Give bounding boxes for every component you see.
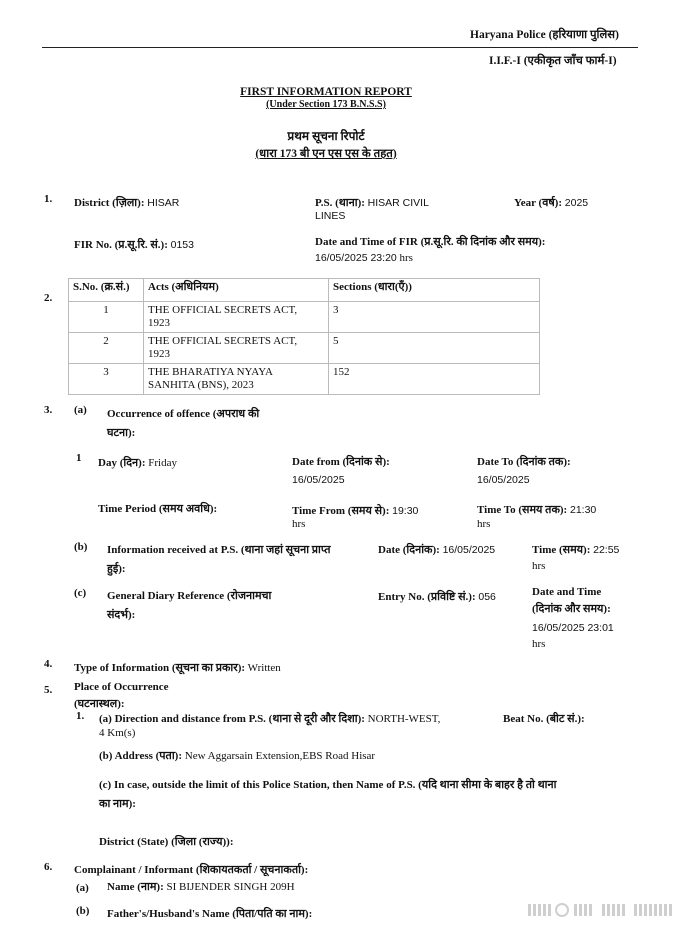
- day-label: Day (दिन):: [98, 457, 146, 469]
- year-value: 2025: [564, 197, 589, 209]
- row-act-line2: 1923: [148, 317, 170, 329]
- beat-label: Beat No. (बीट सं.):: [503, 713, 585, 725]
- s6-a-tag: (a): [76, 882, 89, 894]
- time-to-field: [477, 502, 596, 517]
- title-hi: प्रथम सूचना रिपोर्ट: [287, 129, 365, 143]
- header-form: I.I.F.-I (एकीकृत जाँच फार्म-I): [489, 55, 617, 67]
- info-date-field: [378, 542, 495, 557]
- info-date-value: 16/05/2025: [442, 544, 496, 556]
- time-period-label: Time Period (समय अवधि):: [98, 503, 218, 515]
- complainant-name-value: SI BIJENDER SINGH 209H: [166, 881, 295, 893]
- time-to-label: Time To (समय तक):: [477, 504, 568, 516]
- district-value: HISAR: [147, 197, 180, 209]
- row-act: [144, 333, 329, 364]
- direction-value: NORTH-WEST,: [367, 713, 441, 725]
- s3-c-tag: (c): [74, 587, 87, 599]
- date-to-value: 16/05/2025: [477, 474, 530, 486]
- district-state-label: District (State) (जिला (राज्य)):: [99, 836, 234, 848]
- section-2-number: 2.: [44, 292, 53, 304]
- occurrence-label: Occurrence of offence (अपराध की: [107, 408, 260, 420]
- ps-value-line2: LINES: [315, 210, 346, 222]
- s5-one: 1.: [76, 710, 85, 722]
- place-label-line2: (घटनास्थल):: [74, 698, 125, 710]
- row-act: [144, 302, 329, 333]
- time-from-unit: hrs: [292, 518, 306, 530]
- info-time-label: Time (समय):: [532, 544, 591, 556]
- year-field: [514, 195, 588, 210]
- gd-datetime-label: Date and Time: [532, 586, 602, 598]
- row-act-line2: SANHITA (BNS), 2023: [148, 379, 254, 391]
- row-sno: 1: [69, 302, 144, 333]
- row-section: 152: [329, 364, 540, 395]
- complainant-label: Complainant / Informant (शिकायतकर्ता / सूचनाकर्ता):: [74, 864, 309, 876]
- fir-field: [74, 237, 194, 252]
- row-sno: 2: [69, 333, 144, 364]
- occurrence-label-line2: घटना):: [107, 427, 136, 439]
- direction-field: [99, 711, 440, 726]
- gd-reference-label-line2: संदर्भ):: [107, 609, 136, 621]
- info-type-value: Written: [247, 662, 281, 674]
- time-to-value: 21:30: [569, 504, 597, 516]
- address-value: New Aggarsain Extension,EBS Road Hisar: [184, 750, 376, 762]
- row-sno: 3: [69, 364, 144, 395]
- day-value: Friday: [148, 457, 177, 469]
- time-from-label: Time From (समय से):: [292, 505, 390, 517]
- date-to-label: Date To (दिनांक तक):: [477, 456, 571, 468]
- outside-ps-label: (c) In case, outside the limit of this Police Station, then Name of P.S. (यदि थाना सीमा के बाहर है तो थाना: [99, 779, 557, 791]
- title-en-sub: (Under Section 173 B.N.S.S): [266, 99, 386, 110]
- time-from-value: 19:30: [392, 505, 419, 517]
- year-label: Year (वर्ष):: [514, 197, 563, 209]
- father-name-label: Father's/Husband's Name (पिता/पति का नाम):: [107, 908, 313, 920]
- ps-field: [315, 195, 429, 210]
- fir-datetime: [315, 252, 413, 264]
- row-act: [144, 364, 329, 395]
- gd-datetime-unit: hrs: [532, 638, 546, 650]
- outside-ps-label-line2: का नाम):: [99, 798, 136, 810]
- district-field: [74, 195, 179, 210]
- fir-value: 0153: [170, 239, 194, 251]
- row-act-line1: THE OFFICIAL SECRETS ACT,: [148, 335, 298, 347]
- complainant-name-label: Name (नाम):: [107, 881, 164, 893]
- gd-datetime-value: 16/05/2025 23:01: [532, 622, 614, 634]
- info-type-label: Type of Information (सूचना का प्रकार):: [74, 662, 246, 674]
- complainant-name-field: [107, 879, 295, 894]
- date-from-value: 16/05/2025: [292, 474, 345, 486]
- col-sections: Sections (धारा(एँ)): [329, 279, 540, 302]
- row-act-line1: THE BHARATIYA NYAYA: [148, 366, 273, 378]
- acts-header-row: [69, 279, 540, 302]
- col-sno: S.No. (क्र.सं.): [69, 279, 144, 302]
- entry-label: Entry No. (प्रविष्टि सं.):: [378, 591, 476, 603]
- section-6-number: 6.: [44, 861, 53, 873]
- date-from-label: Date from (दिनांक से):: [292, 456, 390, 468]
- fir-label: FIR No. (प्र.सू.रि. सं.):: [74, 239, 168, 251]
- s6-b-tag: (b): [76, 905, 90, 917]
- entry-value: 056: [478, 591, 496, 603]
- place-label: Place of Occurrence: [74, 681, 169, 693]
- info-type-field: [74, 660, 281, 675]
- header-org: Haryana Police (हरियाणा पुलिस): [470, 29, 619, 41]
- table-row: [69, 302, 540, 333]
- section-3-number: 3.: [44, 404, 53, 416]
- gd-datetime-label-line2: (दिनांक और समय):: [532, 603, 611, 615]
- col-acts: Acts (अधिनियम): [144, 279, 329, 302]
- row-act-line2: 1923: [148, 348, 170, 360]
- table-row: [69, 364, 540, 395]
- row-section: 3: [329, 302, 540, 333]
- day-field: [98, 455, 177, 470]
- time-to-unit: hrs: [477, 518, 491, 530]
- header-rule: [42, 47, 638, 48]
- info-time-field: [532, 542, 619, 557]
- entry-field: [378, 589, 496, 604]
- s3-b-tag: (b): [74, 541, 88, 553]
- ps-label: P.S. (थाना):: [315, 197, 365, 209]
- info-received-label: Information received at P.S. (थाना जहां सूचना प्राप्त: [107, 544, 331, 556]
- gd-reference-label: General Diary Reference (रोजनामचा: [107, 590, 272, 602]
- section-1-number: 1.: [44, 193, 53, 205]
- fir-datetime-label: Date and Time of FIR (प्र.सू.रि. की दिनांक और समय):: [315, 236, 546, 248]
- title-hi-sub: (धारा 173 बी एन एस एस के तहत): [255, 148, 397, 160]
- row-act-line1: THE OFFICIAL SECRETS ACT,: [148, 304, 298, 316]
- direction-label: (a) Direction and distance from P.S. (थाना से दूरी और दिशा):: [99, 713, 365, 725]
- address-field: [99, 748, 375, 763]
- fir-datetime-value: 16/05/2025 23:20: [315, 252, 397, 264]
- section-4-number: 4.: [44, 658, 53, 670]
- fir-datetime-unit: hrs: [399, 252, 413, 264]
- time-from-field: [292, 503, 418, 518]
- info-time-value: 22:55: [593, 544, 620, 556]
- ps-value: HISAR CIVIL: [367, 197, 429, 209]
- info-time-unit: hrs: [532, 560, 546, 572]
- watermark-mark: [528, 902, 676, 918]
- info-received-label-line2: हुई):: [107, 563, 126, 575]
- distance-value: 4 Km(s): [99, 727, 136, 739]
- info-date-label: Date (दिनांक):: [378, 544, 440, 556]
- title-en: FIRST INFORMATION REPORT: [240, 86, 412, 98]
- table-row: [69, 333, 540, 364]
- s3-a-tag: (a): [74, 404, 87, 416]
- acts-table: [68, 278, 540, 395]
- district-label: District (ज़िला):: [74, 197, 145, 209]
- address-label: (b) Address (पता):: [99, 750, 182, 762]
- row-section: 5: [329, 333, 540, 364]
- section-5-number: 5.: [44, 684, 53, 696]
- s3-one: 1: [76, 452, 82, 464]
